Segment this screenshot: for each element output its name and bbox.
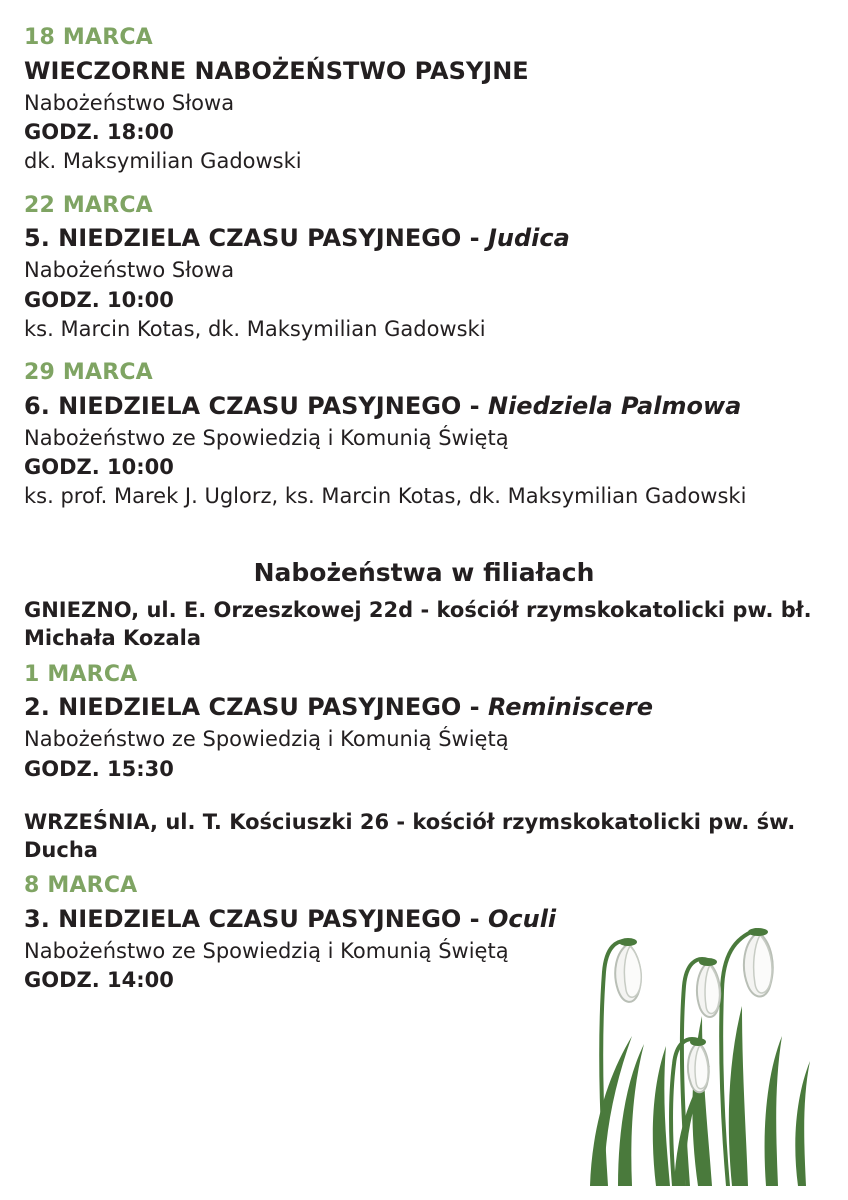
entry-title-italic: Niedziela Palmowa: [487, 391, 742, 420]
entry-celebrants: ks. prof. Marek J. Uglorz, ks. Marcin Kotas, dk. Maksymilian Gadowski: [24, 484, 747, 509]
entry-title: [24, 56, 824, 87]
entry-subtitle: Nabożeństwo ze Spowiedzią i Komunią Świętą: [24, 727, 509, 752]
branch-block: [24, 809, 824, 995]
entry-hour: GODZ. 18:00: [24, 119, 174, 144]
entry-title-italic: Oculi: [487, 904, 557, 933]
entry-title-italic: Reminiscere: [487, 693, 653, 722]
branch-address: GNIEZNO, ul. E. Orzeszkowej 22d - kościół rzymskokatolicki pw. bł. Michała Kozala: [24, 598, 812, 650]
schedule-entry: [24, 872, 824, 994]
entry-title: [24, 692, 824, 723]
branch-block: [24, 597, 824, 783]
entry-celebrants: ks. Marcin Kotas, dk. Maksymilian Gadowski: [24, 316, 486, 341]
entry-title: [24, 904, 824, 935]
entry-title: [24, 391, 824, 422]
schedule-entry: [24, 359, 824, 511]
entry-subtitle: Nabożeństwo ze Spowiedzią i Komunią Świętą: [24, 939, 509, 964]
schedule-entry: [24, 192, 824, 344]
section-heading: Nabożeństwa w filiałach: [253, 557, 595, 587]
entry-title-main: 5. NIEDZIELA CZASU PASYJNEGO -: [24, 224, 488, 253]
entry-date: 29 MARCA: [24, 360, 153, 386]
entry-subtitle: Nabożeństwo Słowa: [24, 90, 235, 115]
entry-hour: GODZ. 10:00: [24, 287, 174, 312]
entry-date: 8 MARCA: [24, 873, 138, 899]
schedule-entry: [24, 24, 824, 176]
entry-title-main: 2. NIEDZIELA CZASU PASYJNEGO -: [24, 693, 488, 722]
entry-title-main: 3. NIEDZIELA CZASU PASYJNEGO -: [24, 904, 488, 933]
entry-title-italic: Judica: [487, 224, 570, 253]
entry-subtitle: Nabożeństwo ze Spowiedzią i Komunią Świętą: [24, 425, 509, 450]
entry-subtitle: Nabożeństwo Słowa: [24, 258, 235, 283]
entry-date: 18 MARCA: [24, 25, 153, 50]
schedule-entry: [24, 661, 824, 783]
entry-hour: GODZ. 10:00: [24, 455, 174, 480]
entry-title-main: 6. NIEDZIELA CZASU PASYJNEGO -: [24, 391, 488, 420]
branch-address: WRZEŚNIA, ul. T. Kościuszki 26 - kościół rzymskokatolicki pw. św. Ducha: [24, 809, 796, 862]
entry-celebrants: dk. Maksymilian Gadowski: [24, 149, 302, 174]
entry-hour: GODZ. 15:30: [24, 756, 174, 781]
entry-date: 22 MARCA: [24, 192, 153, 218]
entry-title: [24, 223, 824, 254]
entry-hour: GODZ. 14:00: [24, 968, 174, 993]
entry-date: 1 MARCA: [24, 661, 138, 687]
entry-title-main: WIECZORNE NABOŻEŃSTWO PASYJNE: [24, 56, 529, 85]
